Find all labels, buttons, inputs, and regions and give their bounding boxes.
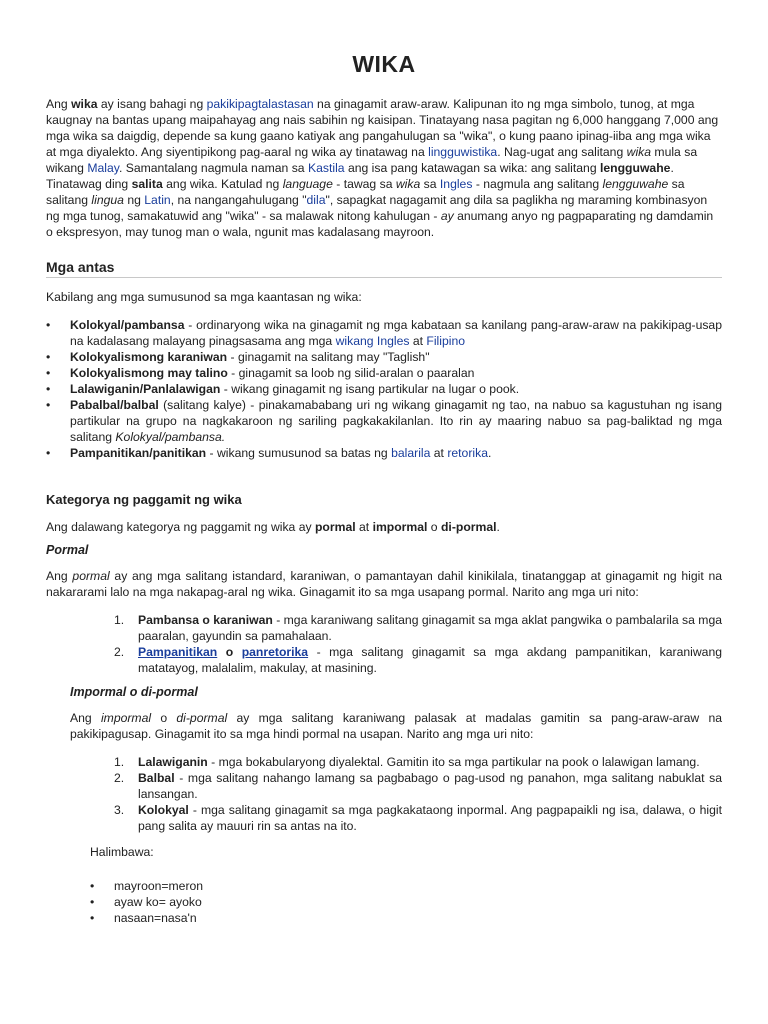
list-item: 2. Balbal - mga salitang nahango lamang sa pagbabago o pag-usod ng panahon, mga salitang nabuklat sa lansangan. xyxy=(114,771,722,801)
link-balarila[interactable]: balarila xyxy=(391,446,431,460)
list-item: • ayaw ko= ayoko xyxy=(90,894,722,910)
link-pakikipagtalastasan[interactable]: pakikipagtalastasan xyxy=(206,97,314,111)
list-item: • Kolokyalismong karaniwan - ginagamit na salitang may "Taglish" xyxy=(46,349,722,365)
subheading-pormal: Pormal xyxy=(46,543,89,557)
list-item: 1. Lalawiganin - mga bokabularyong diyalektal. Gamitin ito sa mga partikular na pook o lalawigan lamang. xyxy=(114,755,700,769)
list-item: • Kolokyal/pambansa - ordinaryong wika na ginagamit ng mga kabataan sa kanilang pang-araw-araw na pakikipag-usap na kadalasang malayang pinagsasama ang mga wikang Ingles at Filipino xyxy=(46,317,722,349)
list-item: • Pabalbal/balbal (salitang kalye) - pinakamababang uri ng wikang ginagamit ng tao, na nabuo sa kagustuhan ng isang partikular na grupo na nagkakaroon ng sariling pagkakakilanlan. Ito rin ay maaring nabuo sa pag-baliktad ng mga salitang Kolokyal/pambansa. xyxy=(46,397,722,445)
link-retorika[interactable]: retorika xyxy=(447,446,488,460)
link-kastila[interactable]: Kastila xyxy=(307,161,345,175)
link-pampanitikan[interactable]: Pampanitikan xyxy=(138,645,218,659)
page-title: WIKA xyxy=(352,51,416,77)
impormal-list xyxy=(114,754,722,834)
antas-list xyxy=(46,317,722,461)
link-dila[interactable]: dila xyxy=(306,193,326,207)
link-ingles[interactable]: Ingles xyxy=(439,177,473,191)
list-item: • Lalawiganin/Panlalawigan - wikang ginagamit ng isang partikular na lugar o pook. xyxy=(46,381,722,397)
list-item: • nasaan=nasa'n xyxy=(90,910,722,926)
list-item: • Kolokyalismong may talino - ginagamit sa loob ng silid-aralan o paaralan xyxy=(46,365,722,381)
subheading-impormal: Impormal o di-pormal xyxy=(70,685,198,699)
list-item: • mayroon=meron xyxy=(90,878,722,894)
intro-paragraph: Ang wika ay isang bahagi ng pakikipagtalastasan na ginagamit araw-araw. Kalipunan ito ng mga simbolo, tunog, at mga kaugnay na bantas upang maipahayag ang nais sabihin ng kaisipan. Tinatayang nasa pagitan ng 6,000 hanggang 7,000 ang mga wika sa daigdig, depende sa kung gaano katiyak ang pangahulugan sa "wika", o kung paano ipinag-iiba ang mga wika at mga diyalekto. Ang siyentipikong pag-aaral ng wika ay tinatawag na lingguwistika. Nag-ugat ang salitang wika mula sa wikang Malay. Samantalang nagmula naman sa Kastila ang isa pang katawagan sa wika: ang salitang lengguwahe. Tinatawag ding salita ang wika. Katulad ng language - tawag sa wika sa Ingles - nagmula ang salitang lengguwahe sa salitang lingua ng Latin, na nangangahulugang "dila", sapagkat nagagamit ang dila sa paglikha ng maraming kombinasyon ng mga tunog, samakatuwid ang "wika" - sa malawak nitong kahulugan - ay anumang anyo ng pagpaparating ng damdamin o ekspresyon, may tunog man o wala, ngunit mas kadalasang mayroon. xyxy=(46,97,719,239)
impormal-paragraph: Ang impormal o di-pormal ay mga salitang karaniwang palasak at madalas gamitin sa pang-araw-araw na pakikipagusap. Ginagamit ito sa mga hindi pormal na usapan. Narito ang mga uri nito: xyxy=(70,711,722,741)
kategorya-lead: Ang dalawang kategorya ng paggamit ng wika ay pormal at impormal o di-pormal. xyxy=(46,520,500,534)
link-lingguwistika[interactable]: lingguwistika xyxy=(428,145,498,159)
link-panretorika[interactable]: panretorika xyxy=(241,645,309,659)
list-item: 3. Kolokyal - mga salitang ginagamit sa mga pagkakataong inpormal. Ang pagpapaikli ng isa, dalawa, o higit pang salita ay mauuri rin sa antas na ito. xyxy=(114,803,722,833)
link-filipino[interactable]: Filipino xyxy=(426,334,466,348)
antas-lead: Kabilang ang mga sumusunod sa mga kaantasan ng wika: xyxy=(46,290,362,304)
list-item: 1. Pambansa o karaniwan - mga karaniwang salitang ginagamit sa mga aklat pangwika o pambalarila sa mga paaralan, gayundin sa pamahalaan. xyxy=(114,613,722,643)
halimbawa-label: Halimbawa: xyxy=(90,845,154,859)
section-heading-kategorya: Kategorya ng paggamit ng wika xyxy=(46,492,242,507)
list-item: 2. Pampanitikan o panretorika - mga salitang ginagamit sa mga akdang pampanitikan, karaniwang matatayog, malalalim, makulay, at masining. xyxy=(114,645,722,675)
section-heading-antas: Mga antas xyxy=(46,259,722,278)
pormal-list xyxy=(114,612,722,676)
examples-list xyxy=(90,878,722,926)
link-latin[interactable]: Latin xyxy=(144,193,171,207)
link-wikang-ingles[interactable]: wikang Ingles xyxy=(335,334,410,348)
pormal-paragraph: Ang pormal ay ang mga salitang istandard, karaniwan, o pamantayan dahil kinikilala, tinatanggap at ginagamit ng higit na nakararami lalo na mga nakapag-aral ng wika. Ginagamit ito sa mga usapang pormal. Narito ang mga uri nito: xyxy=(46,569,722,599)
link-malay[interactable]: Malay xyxy=(87,161,119,175)
list-item: • Pampanitikan/panitikan - wikang sumusunod sa batas ng balarila at retorika. xyxy=(46,445,722,461)
